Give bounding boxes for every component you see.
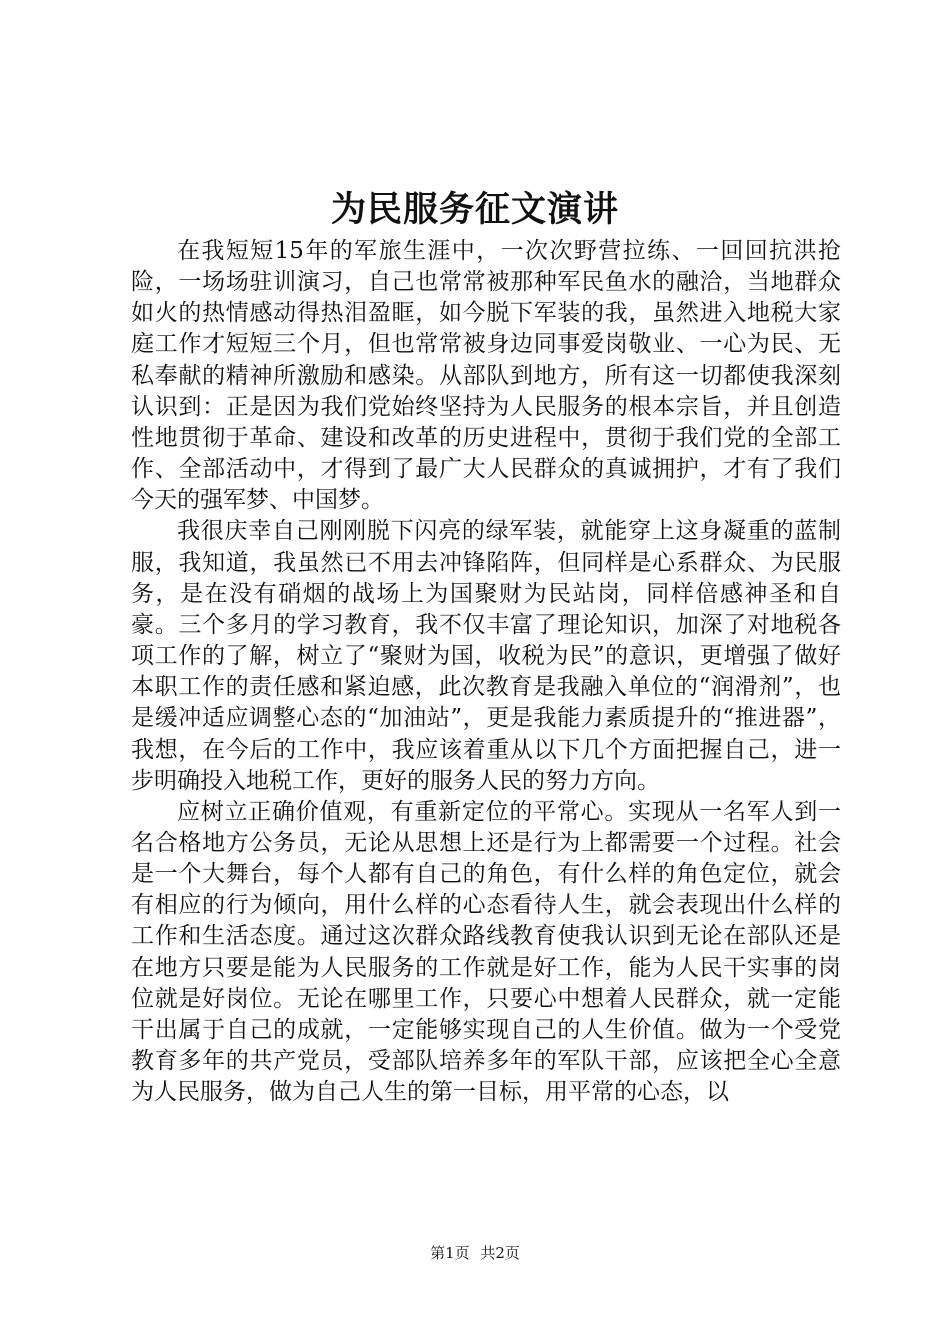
document-title: 为民服务征文演讲: [330, 189, 619, 230]
paragraph-3: 应树立正确价值观，有重新定位的平常心。实现从一名军人到一名合格地方公务员，无论从思想上还是行为上都需要一个过程。社会是一个大舞台，每个人都有自己的角色，有什么样的角色定位，就会有相应的行为倾向，用什么样的心态看待人生，就会表现出什么样的工作和生活态度。通过这次群众路线教育使我认识到无论在部队还是在地方只要是能为人民服务的工作就是好工作，能为人民干实事的岗位就是好岗位。无论在哪里工作，只要心中想着人民群众，就一定能干出属于自己的成就，一定能够实现自己的人生价值。做为一个受党教育多年的共产党员，受部队培养多年的军队干部，应该把全心全意为人民服务，做为自己人生的第一目标，用平常的心态，以: [131, 798, 841, 1106]
page-total: 共2页: [480, 1244, 520, 1262]
document-body: [131, 236, 841, 1108]
page-number: 第1页: [430, 1244, 470, 1262]
paragraph-2: 我很庆幸自己刚刚脱下闪亮的绿军装，就能穿上这身凝重的蓝制服，我知道，我虽然已不用去冲锋陷阵，但同样是心系群众、为民服务，是在没有硝烟的战场上为国聚财为民站岗，同样倍感神圣和自豪。三个多月的学习教育，我不仅丰富了理论知识，加深了对地税各项工作的了解，树立了“聚财为国，收税为民”的意识，更增强了做好本职工作的责任感和紧迫感，此次教育是我融入单位的“润滑剂”，也是缓冲适应调整心态的“加油站”，更是我能力素质提升的“推进器”，我想，在今后的工作中，我应该着重从以下几个方面把握自己，进一步明确投入地税工作，更好的服务人民的努力方向。: [131, 518, 841, 794]
page-footer: [0, 1243, 950, 1263]
paragraph-1: 在我短短15年的军旅生涯中，一次次野营拉练、一回回抗洪抢险，一场场驻训演习，自己也常常被那种军民鱼水的融洽，当地群众如火的热情感动得热泪盈眶，如今脱下军装的我，虽然进入地税大家庭工作才短短三个月，但也常常被身边同事爱岗敬业、一心为民、无私奉献的精神所激励和感染。从部队到地方，所有这一切都使我深刻认识到：正是因为我们党始终坚持为人民服务的根本宗旨，并且创造性地贯彻于革命、建设和改革的历史进程中，贯彻于我们党的全部工作、全部活动中，才得到了最广大人民群众的真诚拥护，才有了我们今天的强军梦、中国梦。: [131, 238, 841, 514]
